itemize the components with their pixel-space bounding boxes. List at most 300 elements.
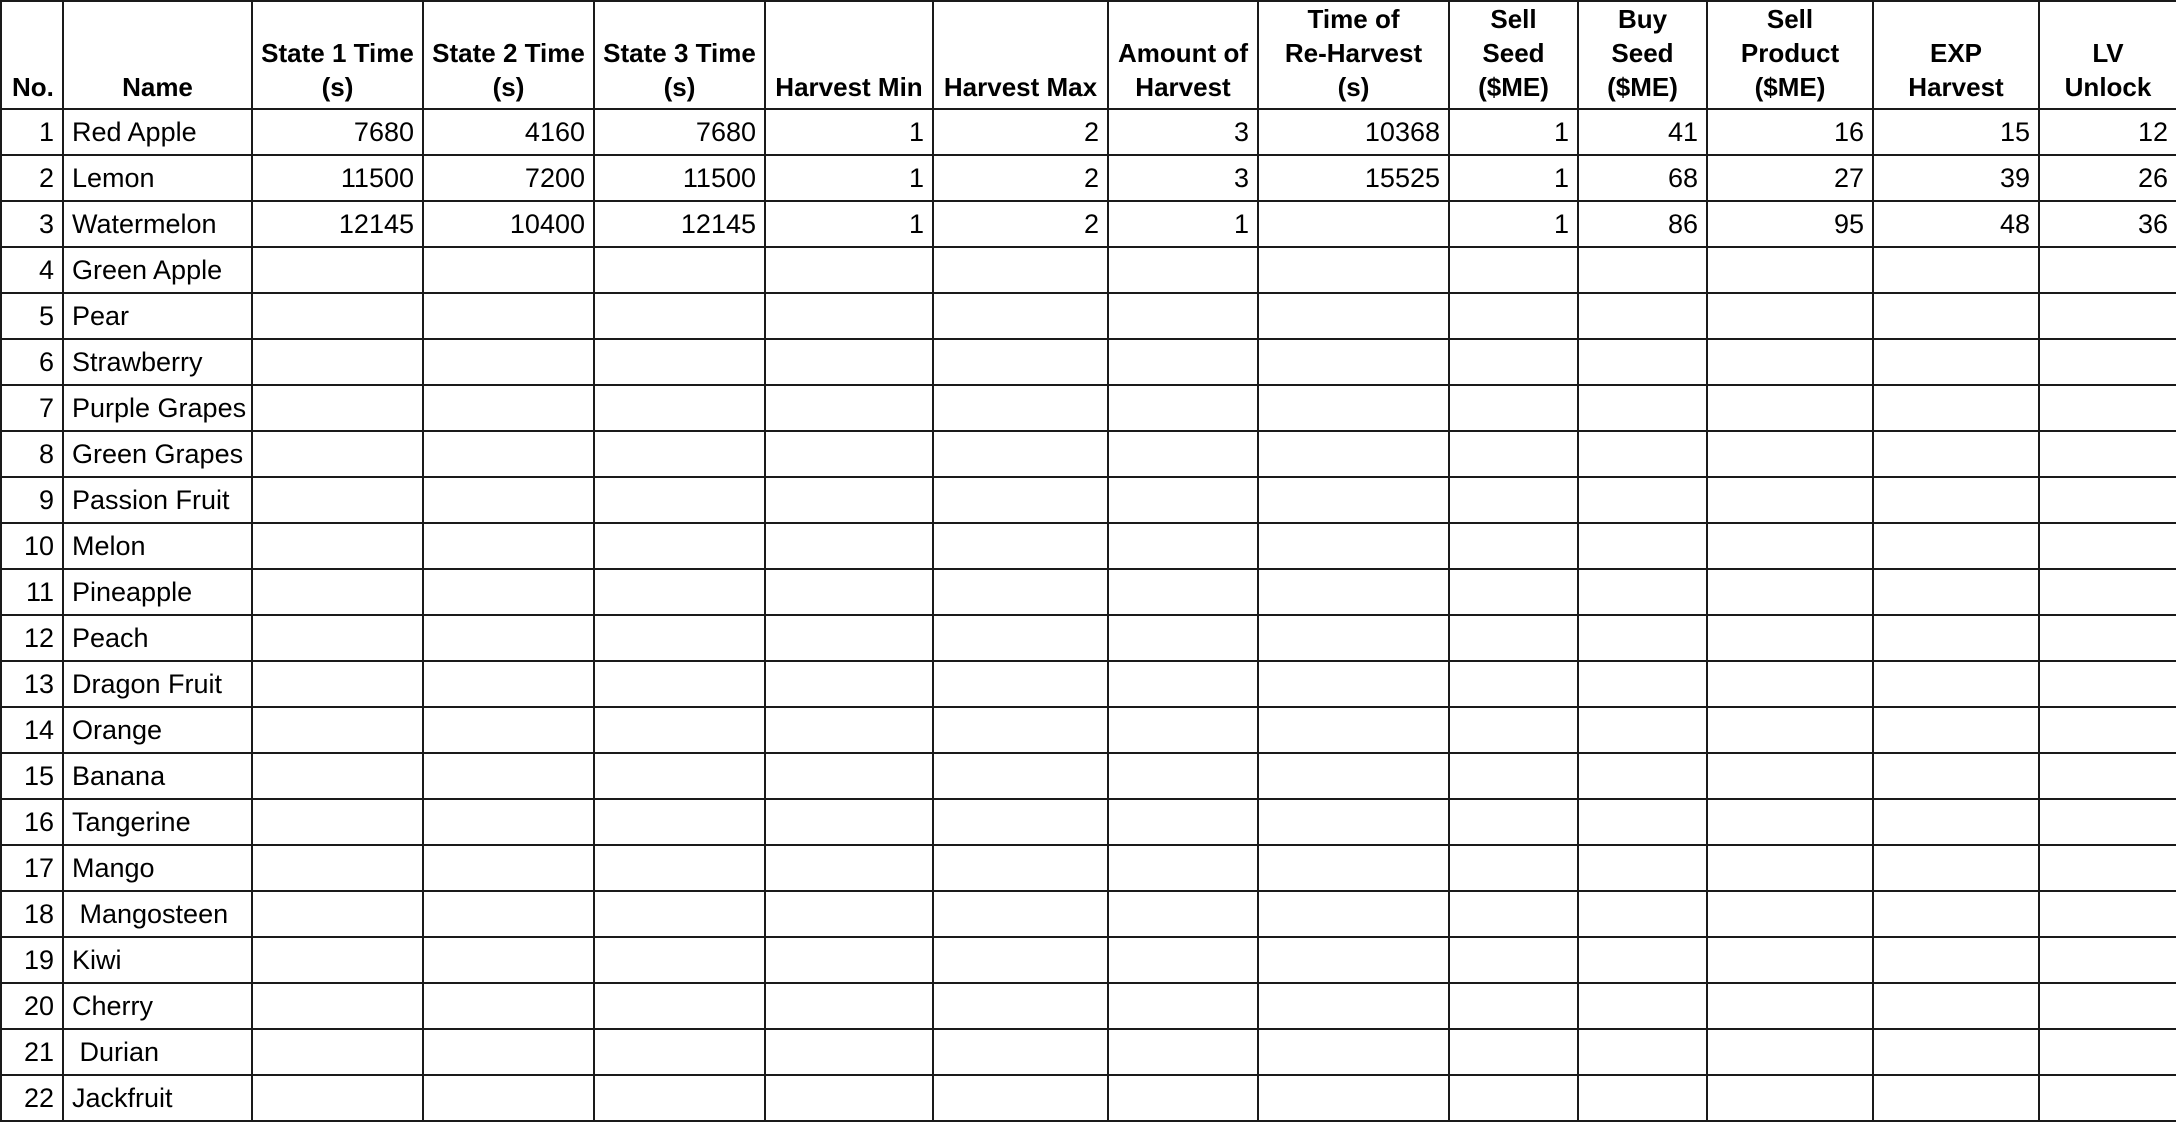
cell-no[interactable]: 3 [1,201,63,247]
cell-sell-product[interactable]: 95 [1707,201,1873,247]
cell-exp-harvest[interactable] [1873,569,2039,615]
cell-state-2-time[interactable] [423,293,594,339]
cell-state-1-time[interactable] [252,615,423,661]
cell-lv-unlock[interactable] [2039,385,2176,431]
cell-sell-seed[interactable] [1449,753,1578,799]
cell-sell-seed[interactable] [1449,569,1578,615]
cell-state-3-time[interactable] [594,293,765,339]
cell-state-3-time[interactable] [594,707,765,753]
cell-harvest-min[interactable] [765,845,933,891]
cell-state-1-time[interactable] [252,339,423,385]
cell-name[interactable]: Passion Fruit [63,477,252,523]
cell-buy-seed[interactable] [1578,339,1707,385]
cell-name[interactable]: Mango [63,845,252,891]
cell-state-1-time[interactable] [252,845,423,891]
cell-state-3-time[interactable] [594,339,765,385]
cell-name[interactable]: Pineapple [63,569,252,615]
cell-harvest-min[interactable] [765,891,933,937]
cell-amount-of-harvest[interactable] [1108,247,1258,293]
cell-amount-of-harvest[interactable] [1108,891,1258,937]
cell-time-of-re-harvest[interactable] [1258,339,1449,385]
cell-time-of-re-harvest[interactable] [1258,385,1449,431]
cell-name[interactable]: Dragon Fruit [63,661,252,707]
cell-amount-of-harvest[interactable] [1108,753,1258,799]
cell-harvest-max[interactable]: 2 [933,109,1108,155]
cell-state-2-time[interactable] [423,845,594,891]
cell-exp-harvest[interactable] [1873,707,2039,753]
cell-harvest-max[interactable] [933,845,1108,891]
cell-amount-of-harvest[interactable] [1108,477,1258,523]
cell-sell-seed[interactable] [1449,615,1578,661]
cell-time-of-re-harvest[interactable] [1258,1029,1449,1075]
cell-time-of-re-harvest[interactable]: 10368 [1258,109,1449,155]
cell-amount-of-harvest[interactable] [1108,799,1258,845]
cell-exp-harvest[interactable]: 15 [1873,109,2039,155]
cell-state-3-time[interactable] [594,753,765,799]
cell-state-1-time[interactable] [252,937,423,983]
cell-lv-unlock[interactable] [2039,937,2176,983]
cell-state-2-time[interactable] [423,1029,594,1075]
cell-sell-product[interactable]: 27 [1707,155,1873,201]
cell-lv-unlock[interactable] [2039,845,2176,891]
cell-buy-seed[interactable] [1578,891,1707,937]
cell-state-2-time[interactable] [423,431,594,477]
cell-no[interactable]: 1 [1,109,63,155]
header-amount-of-harvest[interactable]: Amount of Harvest [1108,1,1258,109]
cell-harvest-min[interactable] [765,753,933,799]
cell-harvest-max[interactable] [933,937,1108,983]
cell-state-1-time[interactable] [252,247,423,293]
cell-name[interactable]: Red Apple [63,109,252,155]
cell-lv-unlock[interactable] [2039,753,2176,799]
cell-buy-seed[interactable] [1578,477,1707,523]
cell-buy-seed[interactable] [1578,661,1707,707]
cell-name[interactable]: Peach [63,615,252,661]
cell-time-of-re-harvest[interactable] [1258,293,1449,339]
cell-no[interactable]: 9 [1,477,63,523]
cell-state-3-time[interactable] [594,891,765,937]
cell-name[interactable]: Orange [63,707,252,753]
cell-harvest-max[interactable]: 2 [933,155,1108,201]
cell-amount-of-harvest[interactable] [1108,983,1258,1029]
cell-lv-unlock[interactable] [2039,799,2176,845]
cell-amount-of-harvest[interactable] [1108,293,1258,339]
cell-state-1-time[interactable] [252,983,423,1029]
cell-exp-harvest[interactable] [1873,799,2039,845]
cell-time-of-re-harvest[interactable] [1258,1075,1449,1121]
cell-lv-unlock[interactable] [2039,477,2176,523]
cell-harvest-min[interactable] [765,983,933,1029]
cell-lv-unlock[interactable]: 26 [2039,155,2176,201]
cell-state-2-time[interactable] [423,891,594,937]
cell-state-3-time[interactable] [594,523,765,569]
cell-sell-seed[interactable]: 1 [1449,109,1578,155]
cell-sell-product[interactable]: 16 [1707,109,1873,155]
cell-name[interactable]: Watermelon [63,201,252,247]
cell-time-of-re-harvest[interactable] [1258,523,1449,569]
cell-harvest-min[interactable] [765,661,933,707]
cell-harvest-max[interactable] [933,615,1108,661]
cell-sell-product[interactable] [1707,983,1873,1029]
cell-no[interactable]: 17 [1,845,63,891]
cell-state-3-time[interactable]: 7680 [594,109,765,155]
cell-lv-unlock[interactable] [2039,615,2176,661]
cell-state-2-time[interactable] [423,1075,594,1121]
cell-no[interactable]: 14 [1,707,63,753]
header-no[interactable]: No. [1,1,63,109]
cell-harvest-min[interactable]: 1 [765,109,933,155]
cell-harvest-max[interactable] [933,339,1108,385]
cell-state-1-time[interactable] [252,753,423,799]
cell-sell-product[interactable] [1707,477,1873,523]
cell-harvest-min[interactable] [765,247,933,293]
cell-lv-unlock[interactable] [2039,293,2176,339]
cell-amount-of-harvest[interactable] [1108,707,1258,753]
cell-amount-of-harvest[interactable] [1108,569,1258,615]
cell-state-2-time[interactable] [423,983,594,1029]
cell-exp-harvest[interactable] [1873,661,2039,707]
cell-exp-harvest[interactable] [1873,753,2039,799]
cell-buy-seed[interactable] [1578,615,1707,661]
cell-lv-unlock[interactable] [2039,1029,2176,1075]
header-state-1-time[interactable]: State 1 Time (s) [252,1,423,109]
cell-state-1-time[interactable] [252,1029,423,1075]
cell-sell-product[interactable] [1707,431,1873,477]
cell-time-of-re-harvest[interactable] [1258,661,1449,707]
cell-state-3-time[interactable] [594,1075,765,1121]
cell-buy-seed[interactable] [1578,845,1707,891]
cell-sell-seed[interactable] [1449,799,1578,845]
cell-state-3-time[interactable] [594,385,765,431]
cell-state-3-time[interactable]: 11500 [594,155,765,201]
cell-harvest-min[interactable] [765,431,933,477]
cell-state-3-time[interactable] [594,247,765,293]
cell-exp-harvest[interactable] [1873,477,2039,523]
cell-amount-of-harvest[interactable] [1108,661,1258,707]
cell-harvest-min[interactable] [765,1029,933,1075]
cell-exp-harvest[interactable]: 39 [1873,155,2039,201]
cell-exp-harvest[interactable] [1873,937,2039,983]
cell-exp-harvest[interactable] [1873,385,2039,431]
cell-name[interactable]: Jackfruit [63,1075,252,1121]
cell-time-of-re-harvest[interactable] [1258,431,1449,477]
cell-harvest-min[interactable] [765,385,933,431]
cell-lv-unlock[interactable]: 36 [2039,201,2176,247]
cell-name[interactable]: Green Grapes [63,431,252,477]
cell-exp-harvest[interactable] [1873,845,2039,891]
cell-amount-of-harvest[interactable] [1108,431,1258,477]
cell-sell-product[interactable] [1707,385,1873,431]
cell-state-3-time[interactable] [594,1029,765,1075]
header-state-2-time[interactable]: State 2 Time (s) [423,1,594,109]
cell-time-of-re-harvest[interactable] [1258,247,1449,293]
cell-harvest-min[interactable] [765,1075,933,1121]
cell-exp-harvest[interactable] [1873,983,2039,1029]
cell-harvest-max[interactable] [933,477,1108,523]
cell-name[interactable]: Kiwi [63,937,252,983]
cell-sell-product[interactable] [1707,247,1873,293]
cell-buy-seed[interactable]: 41 [1578,109,1707,155]
cell-harvest-max[interactable] [933,385,1108,431]
cell-no[interactable]: 18 [1,891,63,937]
cell-state-3-time[interactable] [594,983,765,1029]
cell-state-1-time[interactable] [252,523,423,569]
cell-harvest-max[interactable] [933,661,1108,707]
cell-buy-seed[interactable] [1578,385,1707,431]
header-time-of-re-harvest[interactable]: Time of Re-Harvest (s) [1258,1,1449,109]
cell-lv-unlock[interactable] [2039,983,2176,1029]
header-buy-seed[interactable]: Buy Seed ($ME) [1578,1,1707,109]
cell-buy-seed[interactable]: 68 [1578,155,1707,201]
cell-sell-product[interactable] [1707,339,1873,385]
cell-state-1-time[interactable] [252,569,423,615]
cell-state-3-time[interactable] [594,431,765,477]
cell-lv-unlock[interactable] [2039,339,2176,385]
cell-sell-product[interactable] [1707,523,1873,569]
cell-state-3-time[interactable]: 12145 [594,201,765,247]
cell-sell-seed[interactable] [1449,1029,1578,1075]
cell-sell-seed[interactable] [1449,247,1578,293]
cell-state-1-time[interactable]: 11500 [252,155,423,201]
cell-no[interactable]: 7 [1,385,63,431]
cell-name[interactable]: Pear [63,293,252,339]
cell-harvest-min[interactable] [765,477,933,523]
cell-sell-product[interactable] [1707,293,1873,339]
cell-name[interactable]: Tangerine [63,799,252,845]
cell-exp-harvest[interactable] [1873,247,2039,293]
cell-harvest-min[interactable] [765,569,933,615]
cell-harvest-max[interactable] [933,1029,1108,1075]
cell-harvest-max[interactable] [933,293,1108,339]
cell-sell-seed[interactable] [1449,661,1578,707]
cell-sell-seed[interactable] [1449,339,1578,385]
cell-buy-seed[interactable] [1578,247,1707,293]
cell-state-2-time[interactable] [423,615,594,661]
cell-state-1-time[interactable] [252,431,423,477]
cell-state-2-time[interactable] [423,661,594,707]
cell-state-2-time[interactable]: 10400 [423,201,594,247]
cell-harvest-min[interactable] [765,937,933,983]
cell-lv-unlock[interactable]: 12 [2039,109,2176,155]
cell-buy-seed[interactable] [1578,293,1707,339]
cell-amount-of-harvest[interactable] [1108,385,1258,431]
cell-sell-seed[interactable]: 1 [1449,155,1578,201]
cell-buy-seed[interactable]: 86 [1578,201,1707,247]
cell-no[interactable]: 8 [1,431,63,477]
cell-time-of-re-harvest[interactable] [1258,615,1449,661]
cell-no[interactable]: 6 [1,339,63,385]
cell-state-2-time[interactable] [423,339,594,385]
cell-exp-harvest[interactable]: 48 [1873,201,2039,247]
header-lv-unlock[interactable]: LV Unlock [2039,1,2176,109]
cell-amount-of-harvest[interactable]: 3 [1108,155,1258,201]
cell-exp-harvest[interactable] [1873,1075,2039,1121]
cell-buy-seed[interactable] [1578,937,1707,983]
cell-state-1-time[interactable] [252,707,423,753]
cell-sell-seed[interactable] [1449,845,1578,891]
cell-time-of-re-harvest[interactable] [1258,845,1449,891]
cell-state-2-time[interactable]: 7200 [423,155,594,201]
cell-exp-harvest[interactable] [1873,339,2039,385]
cell-time-of-re-harvest[interactable] [1258,707,1449,753]
cell-name[interactable]: Green Apple [63,247,252,293]
cell-sell-product[interactable] [1707,799,1873,845]
cell-no[interactable]: 10 [1,523,63,569]
cell-harvest-min[interactable] [765,799,933,845]
cell-state-1-time[interactable] [252,477,423,523]
cell-name[interactable]: Purple Grapes [63,385,252,431]
cell-state-2-time[interactable] [423,569,594,615]
cell-no[interactable]: 19 [1,937,63,983]
cell-sell-seed[interactable] [1449,891,1578,937]
cell-state-2-time[interactable] [423,385,594,431]
cell-state-3-time[interactable] [594,477,765,523]
cell-lv-unlock[interactable] [2039,891,2176,937]
cell-harvest-max[interactable] [933,707,1108,753]
cell-exp-harvest[interactable] [1873,1029,2039,1075]
cell-no[interactable]: 13 [1,661,63,707]
cell-sell-product[interactable] [1707,661,1873,707]
cell-state-1-time[interactable] [252,799,423,845]
cell-harvest-max[interactable] [933,569,1108,615]
cell-sell-product[interactable] [1707,845,1873,891]
cell-buy-seed[interactable] [1578,753,1707,799]
cell-amount-of-harvest[interactable] [1108,1029,1258,1075]
cell-time-of-re-harvest[interactable] [1258,569,1449,615]
cell-harvest-max[interactable] [933,799,1108,845]
cell-sell-seed[interactable] [1449,523,1578,569]
cell-time-of-re-harvest[interactable] [1258,477,1449,523]
cell-sell-seed[interactable]: 1 [1449,201,1578,247]
cell-state-1-time[interactable] [252,661,423,707]
cell-sell-seed[interactable] [1449,385,1578,431]
cell-amount-of-harvest[interactable] [1108,1075,1258,1121]
cell-harvest-min[interactable] [765,523,933,569]
cell-sell-product[interactable] [1707,753,1873,799]
cell-state-3-time[interactable] [594,937,765,983]
cell-sell-product[interactable] [1707,1075,1873,1121]
cell-sell-seed[interactable] [1449,431,1578,477]
cell-sell-seed[interactable] [1449,983,1578,1029]
cell-name[interactable]: Melon [63,523,252,569]
cell-sell-seed[interactable] [1449,293,1578,339]
cell-buy-seed[interactable] [1578,431,1707,477]
cell-state-2-time[interactable] [423,477,594,523]
cell-harvest-min[interactable] [765,293,933,339]
cell-buy-seed[interactable] [1578,523,1707,569]
cell-time-of-re-harvest[interactable] [1258,891,1449,937]
cell-state-3-time[interactable] [594,799,765,845]
cell-state-3-time[interactable] [594,661,765,707]
cell-harvest-max[interactable] [933,753,1108,799]
cell-harvest-max[interactable] [933,247,1108,293]
cell-buy-seed[interactable] [1578,799,1707,845]
cell-sell-seed[interactable] [1449,1075,1578,1121]
cell-state-1-time[interactable] [252,385,423,431]
cell-amount-of-harvest[interactable] [1108,339,1258,385]
cell-sell-product[interactable] [1707,707,1873,753]
cell-lv-unlock[interactable] [2039,661,2176,707]
cell-lv-unlock[interactable] [2039,431,2176,477]
cell-no[interactable]: 20 [1,983,63,1029]
cell-buy-seed[interactable] [1578,1075,1707,1121]
cell-harvest-min[interactable]: 1 [765,155,933,201]
cell-name[interactable]: Durian [63,1029,252,1075]
header-sell-product[interactable]: Sell Product ($ME) [1707,1,1873,109]
cell-harvest-max[interactable] [933,1075,1108,1121]
cell-buy-seed[interactable] [1578,1029,1707,1075]
cell-sell-product[interactable] [1707,891,1873,937]
cell-time-of-re-harvest[interactable] [1258,753,1449,799]
cell-state-1-time[interactable]: 7680 [252,109,423,155]
cell-harvest-max[interactable] [933,983,1108,1029]
cell-buy-seed[interactable] [1578,569,1707,615]
cell-exp-harvest[interactable] [1873,891,2039,937]
cell-sell-seed[interactable] [1449,707,1578,753]
cell-harvest-min[interactable] [765,339,933,385]
cell-time-of-re-harvest[interactable] [1258,983,1449,1029]
cell-harvest-min[interactable]: 1 [765,201,933,247]
cell-state-1-time[interactable]: 12145 [252,201,423,247]
cell-time-of-re-harvest[interactable] [1258,201,1449,247]
cell-sell-product[interactable] [1707,615,1873,661]
cell-name[interactable]: Lemon [63,155,252,201]
cell-sell-seed[interactable] [1449,937,1578,983]
cell-amount-of-harvest[interactable] [1108,937,1258,983]
cell-no[interactable]: 2 [1,155,63,201]
cell-sell-seed[interactable] [1449,477,1578,523]
cell-state-3-time[interactable] [594,615,765,661]
cell-no[interactable]: 16 [1,799,63,845]
cell-state-2-time[interactable]: 4160 [423,109,594,155]
cell-harvest-min[interactable] [765,707,933,753]
header-harvest-min[interactable]: Harvest Min [765,1,933,109]
cell-state-2-time[interactable] [423,707,594,753]
cell-buy-seed[interactable] [1578,707,1707,753]
header-name[interactable]: Name [63,1,252,109]
cell-state-2-time[interactable] [423,523,594,569]
cell-exp-harvest[interactable] [1873,523,2039,569]
cell-harvest-min[interactable] [765,615,933,661]
cell-state-3-time[interactable] [594,845,765,891]
cell-sell-product[interactable] [1707,1029,1873,1075]
header-state-3-time[interactable]: State 3 Time (s) [594,1,765,109]
cell-amount-of-harvest[interactable] [1108,615,1258,661]
cell-lv-unlock[interactable] [2039,569,2176,615]
cell-amount-of-harvest[interactable] [1108,845,1258,891]
cell-harvest-max[interactable] [933,891,1108,937]
cell-amount-of-harvest[interactable] [1108,523,1258,569]
cell-time-of-re-harvest[interactable] [1258,799,1449,845]
cell-no[interactable]: 12 [1,615,63,661]
cell-state-2-time[interactable] [423,753,594,799]
cell-exp-harvest[interactable] [1873,615,2039,661]
cell-name[interactable]: Strawberry [63,339,252,385]
cell-state-2-time[interactable] [423,937,594,983]
cell-harvest-max[interactable] [933,523,1108,569]
cell-exp-harvest[interactable] [1873,431,2039,477]
cell-lv-unlock[interactable] [2039,1075,2176,1121]
cell-no[interactable]: 21 [1,1029,63,1075]
cell-exp-harvest[interactable] [1873,293,2039,339]
cell-no[interactable]: 5 [1,293,63,339]
cell-name[interactable]: Banana [63,753,252,799]
cell-no[interactable]: 22 [1,1075,63,1121]
cell-no[interactable]: 15 [1,753,63,799]
header-harvest-max[interactable]: Harvest Max [933,1,1108,109]
cell-state-1-time[interactable] [252,891,423,937]
cell-harvest-max[interactable] [933,431,1108,477]
